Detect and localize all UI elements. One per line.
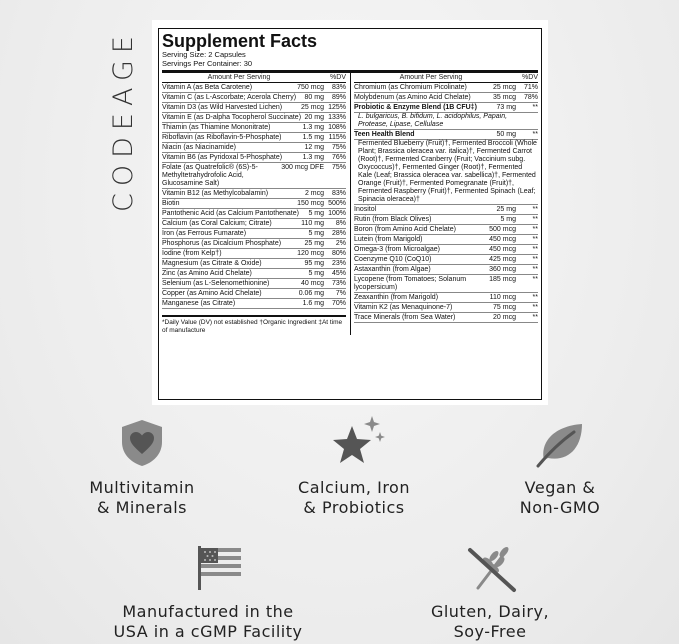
nutrient-amount: 450 mcg (489, 245, 516, 253)
nutrient-name: Zinc (as Amino Acid Chelate) (162, 269, 252, 277)
nutrient-amount: 360 mcg (489, 265, 516, 273)
facts-columns (162, 73, 538, 335)
nutrient-dv: 45% (331, 269, 346, 277)
nutrient-row (354, 293, 538, 303)
teen-blend-row: Teen Health Blend 50 mg ** (354, 130, 538, 140)
nutrient-row (162, 143, 346, 153)
nutrient-row (162, 153, 346, 163)
nutrient-name: Vitamin A (as Beta Carotene) (162, 83, 253, 91)
nutrient-dv: ** (532, 303, 538, 311)
nutrient-amount: 5 mg (308, 269, 324, 277)
nutrient-amount: 25 mg (304, 239, 324, 247)
nutrient-name: Biotin (162, 199, 180, 207)
nutrient-name: Trace Minerals (from Sea Water) (354, 313, 456, 321)
nutrient-name: Pantothenic Acid (as Calcium Pantothenate) (162, 209, 299, 217)
nutrient-amount: 5 mg (500, 215, 516, 223)
nutrient-row (354, 255, 538, 265)
nutrient-dv: 133% (328, 113, 346, 121)
nutrient-name: Vitamin K2 (as Menaquinone-7) (354, 303, 453, 311)
nutrient-dv: 7% (335, 289, 346, 297)
nutrient-row (162, 239, 346, 249)
nutrient-row (162, 219, 346, 229)
feature-made-in-usa: Manufactured in the USA in a cGMP Facility (113, 602, 303, 641)
nutrient-dv: 83% (331, 83, 346, 91)
nutrient-amount: 2 mcg (304, 189, 324, 197)
nutrient-name: Riboflavin (as Riboflavin-5-Phosphate) (162, 133, 282, 141)
nutrient-dv: ** (532, 265, 538, 273)
nutrient-name: Folate (as Quatrefolic® (6S)-5-Methyltetrahydrofolic Acid, Glucosamine Salt) (162, 163, 258, 187)
facts-right-column (350, 73, 538, 335)
nutrient-amount: 25 mg (496, 205, 516, 213)
nutrient-dv: 75% (331, 143, 346, 151)
nutrient-dv: 71% (523, 83, 538, 91)
nutrient-amount: 1.5 mg (302, 133, 324, 141)
nutrient-row (162, 163, 346, 189)
nutrient-name: Vitamin B12 (as Methylcobalamin) (162, 189, 269, 197)
nutrient-name: Copper (as Amino Acid Chelate) (162, 289, 262, 297)
nutrient-amount: 150 mcg (297, 199, 324, 207)
nutrient-dv: ** (532, 245, 538, 253)
nutrient-name: Lutein (from Marigold) (354, 235, 423, 243)
nutrient-dv: ** (532, 225, 538, 233)
nutrient-row (354, 303, 538, 313)
nutrient-name: Inositol (354, 205, 377, 213)
nutrient-amount: 1.6 mg (302, 299, 324, 307)
column-header: Amount Per Serving %DV (354, 73, 538, 83)
nutrient-name: Niacin (as Niacinamide) (162, 143, 236, 151)
nutrient-dv: 75% (331, 163, 346, 171)
us-flag-icon (196, 544, 244, 590)
nutrient-amount: 1.3 mg (302, 153, 324, 161)
nutrient-row (162, 123, 346, 133)
nutrient-dv: 89% (331, 93, 346, 101)
nutrient-name: Rutin (from Black Olives) (354, 215, 432, 223)
nutrient-amount: 95 mg (304, 259, 324, 267)
nutrient-row (162, 249, 346, 259)
nutrient-dv: ** (532, 313, 538, 321)
nutrient-name: Chromium (as Chromium Picolinate) (354, 83, 467, 91)
leaf-icon (534, 420, 588, 468)
facts-title: Supplement Facts (162, 31, 318, 51)
nutrient-amount: 450 mcg (489, 235, 516, 243)
nutrient-amount: 750 mcg (297, 83, 324, 91)
nutrient-row (162, 279, 346, 289)
nutrient-row (162, 299, 346, 309)
column-header: Amount Per Serving %DV (162, 73, 346, 83)
feature-multivitamin: Multivitamin & Minerals (89, 478, 195, 517)
nutrient-dv: 8% (335, 219, 346, 227)
nutrient-name: Lycopene (from Tomatoes; Solanum lycopersicum) (354, 275, 467, 291)
nutrient-row (354, 235, 538, 245)
nutrient-name: Iron (as Ferrous Fumarate) (162, 229, 247, 237)
nutrient-amount: 5 mg (308, 229, 324, 237)
nutrient-dv: 70% (331, 299, 346, 307)
nutrient-amount: 12 mg (304, 143, 324, 151)
nutrient-amount: 25 mcg (493, 83, 516, 91)
nutrient-amount: 5 mg (308, 209, 324, 217)
nutrient-amount: 20 mcg (493, 313, 516, 321)
nutrient-row (162, 269, 346, 279)
nutrient-amount: 80 mg (304, 93, 324, 101)
nutrient-row (354, 225, 538, 235)
nutrient-amount: 35 mcg (493, 93, 516, 101)
nutrient-row (354, 245, 538, 255)
brand-logo (103, 20, 143, 220)
nutrient-row (354, 83, 538, 93)
star-sparkle-icon (328, 412, 388, 468)
nutrient-name: Vitamin B6 (as Pyridoxal 5-Phosphate) (162, 153, 283, 161)
nutrient-row (162, 209, 346, 219)
nutrient-amount: 0.06 mg (298, 289, 324, 297)
nutrient-amount: 110 mcg (489, 293, 516, 301)
nutrient-row (354, 265, 538, 275)
nutrient-name: Vitamin C (as L-Ascorbate; Acerola Cherry) (162, 93, 297, 101)
nutrient-dv: 28% (331, 229, 346, 237)
nutrient-row (162, 83, 346, 93)
nutrient-amount: 110 mg (301, 219, 324, 227)
nutrient-row (162, 229, 346, 239)
brand-name: CODEAGE (107, 28, 139, 212)
nutrient-name: Boron (from Amino Acid Chelate) (354, 225, 456, 233)
no-wheat-icon (464, 544, 520, 594)
nutrient-row (354, 275, 538, 293)
feature-allergen-free: Gluten, Dairy, Soy-Free (430, 602, 550, 641)
nutrient-name: Iodine (from Kelp†) (162, 249, 222, 257)
nutrient-row (354, 215, 538, 225)
nutrient-name: Vitamin D3 (as Wild Harvested Lichen) (162, 103, 283, 111)
nutrient-amount: 120 mcg (297, 249, 324, 257)
nutrient-amount: 300 mcg DFE (281, 163, 324, 171)
nutrient-name: Coenzyme Q10 (CoQ10) (354, 255, 432, 263)
nutrient-name: Zeaxanthin (from Marigold) (354, 293, 439, 301)
supplement-label (152, 20, 548, 405)
nutrient-dv: 83% (331, 189, 346, 197)
nutrient-row (354, 313, 538, 323)
nutrient-dv: 78% (523, 93, 538, 101)
nutrient-dv: 108% (328, 123, 346, 131)
nutrient-name: Molybdenum (as Amino Acid Chelate) (354, 93, 471, 101)
nutrient-dv: ** (532, 275, 538, 283)
nutrient-name: Calcium (as Coral Calcium; Citrate) (162, 219, 272, 227)
nutrient-row (162, 93, 346, 103)
nutrient-amount: 500 mcg (489, 225, 516, 233)
nutrient-dv: 80% (331, 249, 346, 257)
nutrient-amount: 40 mcg (301, 279, 324, 287)
nutrient-row (162, 199, 346, 209)
nutrient-name: Manganese (as Citrate) (162, 299, 236, 307)
nutrient-row (162, 103, 346, 113)
nutrient-row (162, 289, 346, 299)
nutrient-dv: 76% (331, 153, 346, 161)
nutrient-row (162, 133, 346, 143)
teen-blend-ingredients: Fermented Blueberry (Fruit)†, Fermented Broccoli (Whole Plant; Brassica oleracea var. italica)†, Fermented Carrot (Root)†, Fermented Cranberry (Fruit; Vaccinium subg. Oxycoccus)†, Fermented Ginger (Root)†, Fermented Kale (Leaf; Brassica oleracea var. sabellica)†, Fermented Orange (Fruit)†, Fermented Pomegranate (Fruit)†, Fermented Raspberry (Fruit)†, Fermented Spinach (Leaf; Spinacia oleracea)† (354, 140, 538, 205)
facts-left-column (162, 73, 346, 335)
nutrient-name: Selenium (as L-Selenomethionine) (162, 279, 270, 287)
nutrient-dv: 73% (331, 279, 346, 287)
feature-vegan: Vegan & Non-GMO (519, 478, 601, 517)
nutrient-dv: 2% (335, 239, 346, 247)
nutrient-dv: 500% (328, 199, 346, 207)
servings-per-container: Servings Per Container: 30 (162, 58, 253, 68)
feature-calcium-iron: Calcium, Iron & Probiotics (298, 478, 410, 517)
nutrient-row (354, 205, 538, 215)
serving-size: Serving Size: 2 Capsules (162, 50, 246, 59)
nutrient-amount: 185 mcg (489, 275, 516, 283)
supplement-facts-panel (158, 28, 542, 400)
nutrient-dv: ** (532, 235, 538, 243)
nutrient-name: Omega-3 (from Microalgae) (354, 245, 440, 253)
nutrient-name: Phosphorus (as Dicalcium Phosphate) (162, 239, 282, 247)
probiotic-blend-ingredients: L. bulgaricus, B. bifidum, L. acidophilus, Papain, Protease, Lipase, Cellulase (354, 113, 538, 130)
nutrient-amount: 1.3 mg (302, 123, 324, 131)
nutrient-name: Magnesium (as Citrate & Oxide) (162, 259, 262, 267)
nutrient-dv: ** (532, 215, 538, 223)
nutrient-dv: ** (532, 293, 538, 301)
footnote: *Daily Value (DV) not established †Organic Ingredient ‡At time of manufacture (162, 315, 346, 335)
nutrient-dv: 125% (328, 103, 346, 111)
probiotic-blend-row: Probiotic & Enzyme Blend (1B CFU‡) 73 mg ** (354, 103, 538, 113)
nutrient-dv: ** (532, 255, 538, 263)
nutrient-row (354, 93, 538, 103)
heart-shield-icon (118, 418, 166, 468)
nutrient-dv: ** (532, 205, 538, 213)
nutrient-name: Thiamin (as Thiamine Mononitrate) (162, 123, 271, 131)
nutrient-row (162, 189, 346, 199)
nutrient-name: Vitamin E (as D-alpha Tocopherol Succinate) (162, 113, 302, 121)
nutrient-amount: 20 mg (304, 113, 324, 121)
nutrient-dv: 23% (331, 259, 346, 267)
nutrient-name: Astaxanthin (from Algae) (354, 265, 431, 273)
nutrient-dv: 100% (328, 209, 346, 217)
nutrient-row (162, 259, 346, 269)
nutrient-row (162, 113, 346, 123)
nutrient-amount: 75 mcg (493, 303, 516, 311)
nutrient-amount: 25 mcg (301, 103, 324, 111)
nutrient-dv: 115% (328, 133, 346, 141)
nutrient-amount: 425 mcg (489, 255, 516, 263)
